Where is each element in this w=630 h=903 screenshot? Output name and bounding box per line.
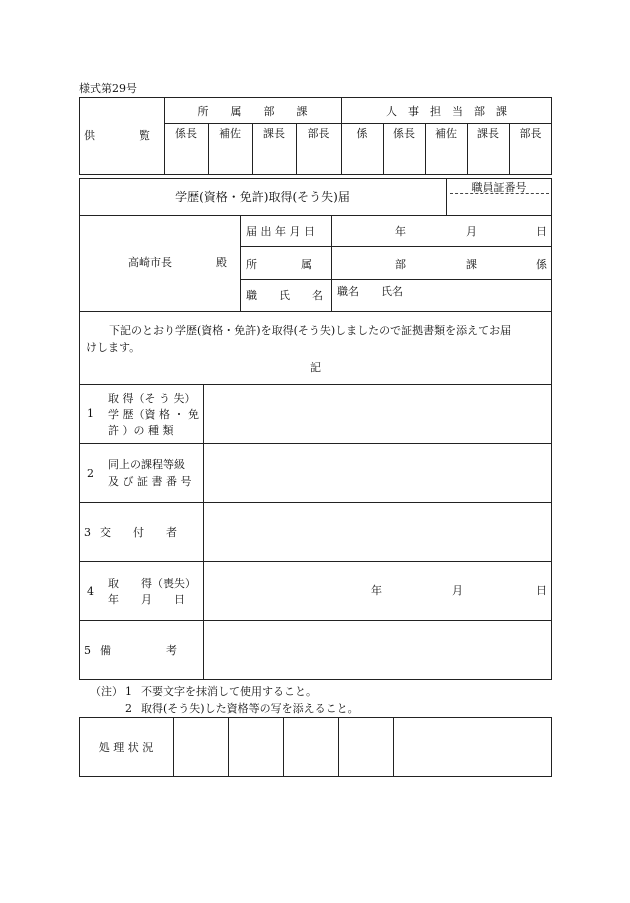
approval-role: 補佐 (435, 127, 457, 140)
item-label-line: 年 月 日 (108, 593, 185, 606)
affiliation-field[interactable] (332, 247, 551, 278)
ki-label: 記 (310, 361, 321, 374)
submit-date-field[interactable] (332, 216, 551, 245)
approval-role: 補佐 (219, 127, 241, 140)
item-label-line: 取 得（そ う 失） (108, 392, 196, 405)
addressee: 高崎市長 殿 (128, 256, 227, 269)
approval-role: 係長 (175, 127, 197, 140)
item-label-line: 学 歴（資 格 ・ 免 (108, 408, 199, 421)
staff-id-field[interactable] (450, 196, 549, 213)
approval-role: 係長 (393, 127, 415, 140)
item-label-line: 交 付 者 (100, 526, 177, 539)
item-number: 4 (87, 585, 94, 598)
notes-label: （注） (90, 685, 123, 698)
kyoran-label: 供 覧 (84, 129, 150, 142)
item-number: 1 (87, 407, 94, 420)
jinji-header: 人 事 担 当 部 課 (386, 105, 507, 118)
item2-field[interactable] (204, 444, 551, 501)
document-title: 学歴(資格・免許)取得(そう失)届 (175, 190, 350, 204)
affiliation-label: 所 属 (246, 258, 312, 271)
item3-field[interactable] (204, 503, 551, 560)
item-label-line: 及 び 証 書 番 号 (108, 475, 192, 488)
item-number: 3 (84, 526, 91, 539)
item-number: 5 (84, 644, 91, 657)
status-cell[interactable] (229, 718, 282, 776)
position-label: 職 氏 名 (246, 289, 323, 302)
note-text: 取得(そう失)した資格等の写を添えること。 (141, 702, 359, 715)
date-day: 日 (536, 225, 547, 238)
approval-role: 係 (356, 127, 368, 140)
status-cell[interactable] (174, 718, 227, 776)
approval-role: 課長 (477, 127, 499, 140)
date-year: 年 (395, 225, 406, 238)
item-label-line: 備 考 (100, 644, 177, 657)
intro-text-line1: 下記のとおり学歴(資格・免許)を取得(そう失)しましたので証拠書類を添えてお届 (109, 324, 512, 337)
status-label: 処 理 状 況 (98, 741, 154, 754)
note-number: 2 (125, 702, 132, 715)
note-number: 1 (125, 685, 132, 698)
intro-text-line2: けします。 (86, 341, 141, 354)
position-name-field[interactable] (332, 280, 551, 310)
item4-day: 日 (536, 584, 547, 597)
item4-month: 月 (452, 584, 463, 597)
approval-role: 課長 (263, 127, 285, 140)
approval-role: 部長 (307, 127, 330, 140)
item1-field[interactable] (204, 385, 551, 442)
submit-date-label: 届 出 年 月 日 (246, 225, 315, 238)
form-number: 様式第29号 (79, 82, 137, 95)
subsection-label: 係 (536, 258, 547, 271)
section-label: 課 (466, 258, 477, 271)
item-label-line: 許 ）の 種 類 (108, 424, 174, 437)
status-cell[interactable] (339, 718, 392, 776)
item5-field[interactable] (204, 621, 551, 679)
shozoku-header: 所 属 部 課 (197, 105, 308, 118)
dept-label: 部 (395, 258, 406, 271)
approval-role: 部長 (519, 127, 542, 140)
status-cell[interactable] (284, 718, 337, 776)
position-name-label: 職名 氏名 (337, 285, 403, 298)
staff-id-label: 職員証番号 (471, 181, 527, 194)
item-label-line: 取 得（喪失） (108, 577, 196, 590)
item-number: 2 (87, 467, 94, 480)
status-cell[interactable] (394, 718, 551, 776)
note-text: 不要文字を抹消して使用すること。 (141, 685, 317, 698)
item4-field[interactable] (204, 562, 551, 619)
item-label-line: 同上の課程等級 (108, 458, 185, 471)
item4-year: 年 (371, 584, 382, 597)
date-month: 月 (466, 225, 477, 238)
